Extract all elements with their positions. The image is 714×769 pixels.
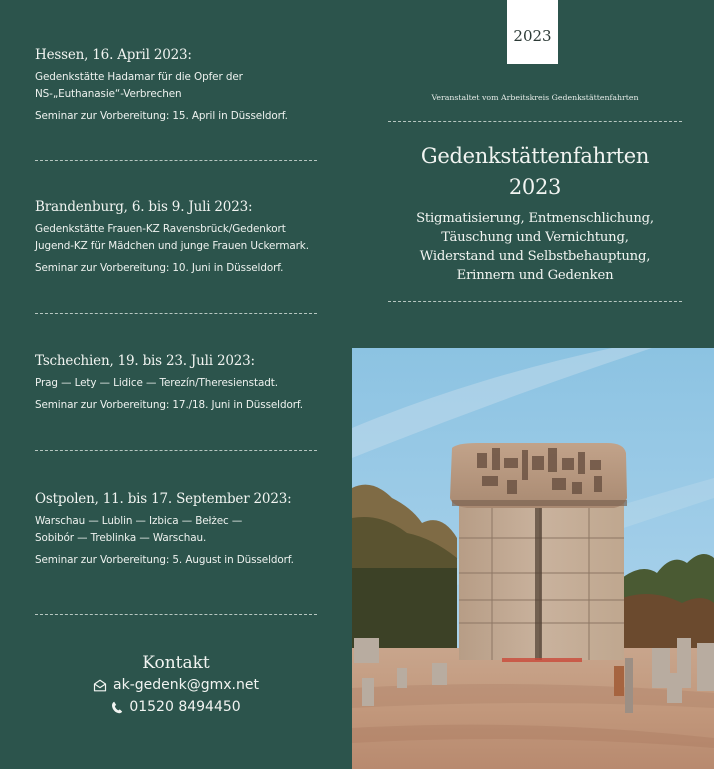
title-block <box>388 141 682 285</box>
event-description-line: Jugend-KZ für Mädchen und junge Frauen Uckermark. <box>35 240 309 252</box>
event-hessen <box>35 47 319 125</box>
event-description-line: Gedenkstätte Frauen-KZ Ravensbrück/Gedenkort <box>35 223 286 235</box>
contact-email-text[interactable]: ak-gedenk@gmx.net <box>113 677 259 693</box>
event-description-line: Gedenkstätte Hadamar für die Opfer der <box>35 71 243 83</box>
year-badge-text: 2023 <box>513 27 552 45</box>
event-title: Ostpolen, 11. bis 17. September 2023: <box>35 491 292 507</box>
event-seminar: Seminar zur Vorbereitung: 17./18. Juni in Düsseldorf. <box>35 399 303 411</box>
event-brandenburg <box>35 199 319 277</box>
contact-phone-text[interactable]: 01520 8494450 <box>129 699 241 715</box>
event-description-line: Prag — Lety — Lidice — Terezín/Theresienstadt. <box>35 377 278 389</box>
contact-section <box>60 652 292 718</box>
divider <box>388 301 682 302</box>
divider <box>388 121 682 122</box>
organizer-line: Veranstaltet vom Arbeitskreis Gedenkstättenfahrten <box>431 93 639 102</box>
event-title: Tschechien, 19. bis 23. Juli 2023: <box>35 353 255 369</box>
subtitle-line: Täuschung und Vernichtung, <box>441 230 629 245</box>
event-title: Brandenburg, 6. bis 9. Juli 2023: <box>35 199 253 215</box>
divider <box>35 450 317 451</box>
event-title: Hessen, 16. April 2023: <box>35 47 192 63</box>
event-seminar: Seminar zur Vorbereitung: 5. August in Düsseldorf. <box>35 554 294 566</box>
year-badge <box>507 0 558 64</box>
main-title: Gedenkstättenfahrten <box>420 144 650 168</box>
divider <box>35 614 317 615</box>
divider <box>35 160 317 161</box>
contact-phone[interactable] <box>60 696 292 718</box>
event-description-line: Warschau — Lublin — Izbica — Bełżec — <box>35 515 243 527</box>
contact-title: Kontakt <box>142 653 210 673</box>
subtitle-line: Erinnern und Gedenken <box>456 268 614 283</box>
event-ostpolen <box>35 491 319 569</box>
event-tschechien <box>35 353 319 414</box>
envelope-icon <box>93 679 107 692</box>
subtitle-line: Stigmatisierung, Entmenschlichung, <box>416 211 654 226</box>
event-description-line: NS-„Euthanasie“-Verbrechen <box>35 88 182 100</box>
memorial-photo <box>352 348 714 769</box>
subtitle-line: Widerstand und Selbstbehauptung, <box>419 249 651 264</box>
subtitle <box>388 209 682 285</box>
divider <box>35 313 317 314</box>
main-title-year: 2023 <box>508 175 562 199</box>
contact-email[interactable] <box>60 674 292 696</box>
event-seminar: Seminar zur Vorbereitung: 15. April in Düsseldorf. <box>35 110 288 122</box>
phone-icon <box>111 701 123 714</box>
event-seminar: Seminar zur Vorbereitung: 10. Juni in Düsseldorf. <box>35 262 284 274</box>
event-description-line: Sobibór — Treblinka — Warschau. <box>35 532 207 544</box>
